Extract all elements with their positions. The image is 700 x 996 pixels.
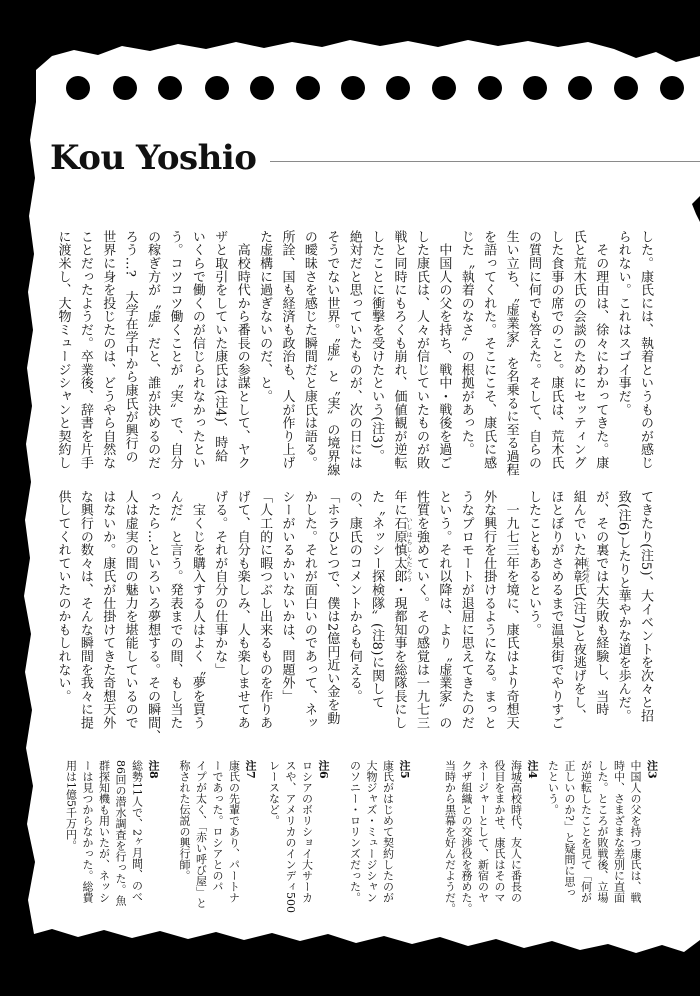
text-column: う。コツコツ働くことが〝実〟で、自分 [167, 230, 183, 470]
footnote-line: のソニー・ロリンズだった。 [348, 760, 362, 903]
binder-hole [614, 76, 638, 100]
binder-hole [250, 76, 274, 100]
footnote-line: 海城高校時代、友人に番長の [509, 760, 523, 903]
footnote-7 [176, 760, 259, 920]
text-column: 年に石原慎太郎・現都知事を総隊長にし [391, 490, 407, 730]
text-column: 「ホラひとつで、僕は2億円近い金を動 [324, 490, 340, 725]
text-column: んだ〟と言う。発表までの間、もし当た [167, 490, 183, 730]
text-column: ザと取引をしていた康氏は(注4)、時給 [212, 230, 228, 463]
footnote-line: 康氏がはじめて契約したのが [381, 760, 395, 903]
footnote-line: 時中、さまざまな差別に直面 [612, 760, 626, 903]
footnote-line: 用は1億5千万円。 [64, 760, 78, 851]
text-column: 氏と荒木氏の会談のためにセッティング [570, 230, 586, 470]
text-column: いくらで働くのが信じられなかったとい [189, 230, 205, 470]
binder-hole [341, 76, 365, 100]
text-column: 人は虚実の間の魅力を堪能しているので [122, 490, 138, 730]
text-column: 生い立ち、〝虚業家〟を名乗るに至る過程 [503, 230, 519, 477]
footnote-label: 注6 [317, 760, 330, 779]
text-column: そうでない世界。〝虚〟と〝実〟の境界線 [324, 230, 340, 477]
text-column: 性質を強めていく。その感覚は一九七三 [413, 490, 429, 730]
text-column: の稼ぎ方が〝虚〟だと、誰が決めるのだ [145, 230, 161, 470]
text-column: ことだったようだ。卒業後、辞書を片手 [77, 230, 93, 470]
text-column: という。それ以降は、より〝虚業家〟の [436, 490, 452, 730]
text-column: うなプロモートが退屈に思えてきたのだ [458, 490, 474, 730]
text-column: その理由は、徐々にわかってきた。康 [593, 230, 609, 470]
footnote-label: 注3 [645, 760, 659, 779]
footnote-line: ーであった。ロシアとのパ [211, 760, 224, 892]
footnote-label: 注4 [526, 760, 539, 779]
text-column: げる。それが自分の仕事かな」 [212, 490, 228, 677]
footnote-line: ネージャーとして、新宿のヤ [476, 760, 490, 903]
text-column: 絶対だと思っていたものが、次の日には [346, 230, 362, 470]
footnote-line: 称された伝説の興行師。 [178, 760, 191, 881]
text-column: の曖昧さを感じた瞬間だと康氏は語る。 [301, 230, 317, 470]
ruby-reading: いしはらしんたろう [405, 517, 412, 584]
footnote-3 [544, 760, 660, 920]
text-column: 「人工的に暇つぶし出来るものを作りあ [257, 490, 273, 730]
footnote-6 [265, 760, 331, 920]
footnote-5 [346, 760, 412, 920]
text-column: 供してくれていたのかもしれない。 [55, 490, 71, 703]
text-column: げて、自分も楽しみ、人も楽しませてあ [234, 490, 250, 730]
footnote-line: 中国人の父を持つ康氏は、戦 [629, 760, 642, 903]
article-upper-block [51, 230, 656, 475]
text-column: 一九七三年を境に、康氏はより奇想天 [503, 490, 519, 730]
footnote-line: 正しいのか?」と疑問に思っ [563, 760, 576, 898]
binder-hole [386, 76, 410, 100]
text-column: した食事の席でのこと。康氏は、荒木氏 [548, 230, 564, 470]
footnote-label: 注5 [398, 760, 411, 779]
text-column: た〝ネッシー探検隊〟(注8)に関して [369, 490, 385, 709]
footnote-label: 注8 [147, 760, 160, 779]
text-column: られない。これはスゴイ事だ。 [615, 230, 631, 417]
binder-hole [296, 76, 320, 100]
text-column: した康氏は、人々が信じていたものが敗 [413, 230, 429, 470]
text-column: に渡米し、大物ミュージシャンと契約し [55, 230, 71, 470]
text-column: したことに衝撃を受けたという(注3)。 [369, 230, 385, 463]
binder-hole [66, 76, 90, 100]
footnote-label: 注7 [244, 760, 257, 779]
text-column: ほとぼりがさめるまで温泉街でやりすご [548, 490, 564, 730]
footnote-line: ロシアのボリショイ大サーカ [300, 760, 314, 903]
article-lower-block [51, 490, 656, 743]
binder-hole [113, 76, 137, 100]
text-column: 宝くじを購入する人はよく〝夢を買う [189, 490, 205, 730]
text-column: てきたり(注5)、大イベントを次々と招 [638, 490, 653, 723]
text-column: かした。それが面白いのであって、ネッ [301, 490, 317, 730]
footnote-line: 大物ジャズ・ミュージシャン [365, 760, 378, 903]
binder-hole [205, 76, 229, 100]
text-column: な興行の数々は、そんな瞬間を我々に提 [77, 490, 93, 730]
footnote-8 [62, 760, 161, 920]
binder-hole [432, 76, 456, 100]
footnote-line: した。ところが敗戦後、立場 [596, 760, 609, 903]
footnote-line: スや、アメリカのインディ500 [284, 760, 297, 913]
ruby-reading: じんあきら [584, 557, 590, 584]
text-column: 世界に身を投じたのは、どうやら自然な [100, 230, 116, 470]
text-column: が、その裏では大失敗も経験し、当時 [593, 490, 609, 717]
footnote-line: ーは見つからなかった。総費 [81, 760, 94, 903]
binder-hole [523, 76, 547, 100]
text-column: シーがいるかいないかは、問題外」 [279, 490, 295, 703]
text-column: ったら…といろいろ夢想する。その瞬間、 [145, 490, 161, 743]
text-column: の質問に何でも答えた。そして、自らの [525, 230, 541, 470]
footnote-line: 当時から黒幕を好んだようだ。 [443, 760, 457, 914]
footnote-line: 86回の潜水調査を行った。魚 [114, 760, 127, 906]
binder-hole [568, 76, 592, 100]
footnote-line: 役目をまかせ、康氏はそのマ [493, 760, 506, 903]
text-column: したこともあるという。 [525, 490, 541, 637]
text-column: 高校時代から番長の参謀として、ヤク [234, 230, 250, 470]
text-column: 所詮、国も経済も政治も、人が作り上げ [279, 230, 295, 470]
footnote-line: クザ組織との交渉役を務めた。 [460, 760, 473, 914]
text-column: ろう…? 大学在学中から康氏が興行の [122, 230, 138, 464]
footnote-line: イプが太く、「赤い呼び屋」と [194, 760, 208, 909]
title-rule [270, 161, 700, 162]
footnote-4 [441, 760, 540, 920]
text-column: じた〝執着のなさ〟の根拠があった。 [458, 230, 474, 457]
footnote-line: たという。 [546, 760, 560, 815]
text-column: 組んでいた神彰氏(注7)と夜逃げをし、 [570, 490, 586, 723]
text-column: 戦と同時にもろくも崩れ、価値観が逆転 [391, 230, 407, 470]
text-column: 中国人の父を持ち、戦中・戦後を過ご [436, 230, 452, 470]
text-column: た虚構に過ぎないのだ、と。 [257, 230, 273, 403]
page-title: Kou Yoshio [50, 138, 257, 178]
footnote-line: 総勢11人で、2ヶ月間、のべ [130, 760, 144, 902]
binder-hole [660, 76, 684, 100]
footnote-line: 群探知機も用いたが、ネッシ [97, 760, 111, 903]
text-column: の、康氏のコメントからも伺える。 [346, 490, 362, 703]
binder-hole [478, 76, 502, 100]
binder-hole [158, 76, 182, 100]
text-column: 致(注6)したりと華やかな道を歩んだ。 [615, 490, 631, 723]
text-column: はないか。康氏が仕掛けてきた奇想天外 [100, 490, 116, 730]
text-column: した。康氏には、執着というものが感じ [638, 230, 653, 470]
text-column: 外な興行を仕掛けるようになる。まっと [481, 490, 497, 730]
footnote-line: が逆転したことを見て「何が [579, 760, 593, 903]
footnote-line: レースなど。 [267, 760, 281, 826]
text-column: を語ってくれた。そこにこそ、康氏に感 [481, 230, 497, 470]
footnote-line: 康氏の先輩であり、パートナ [227, 760, 241, 903]
